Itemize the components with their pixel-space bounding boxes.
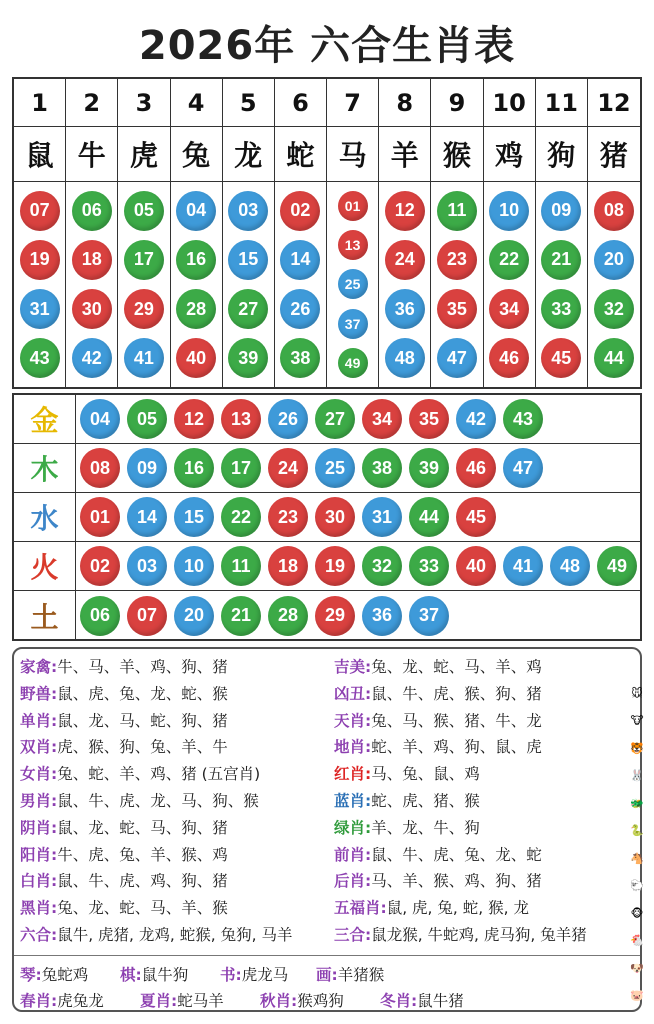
attribute-value: 鼠、龙、马、蛇、狗、猪 <box>57 711 228 730</box>
attribute-key: 冬肖: <box>380 992 418 1010</box>
element-balls <box>76 395 543 443</box>
element-balls <box>76 444 543 492</box>
number-ball: 29 <box>315 596 355 636</box>
number-ball: 38 <box>362 448 402 488</box>
number-ball: 19 <box>315 546 355 586</box>
attribute-row <box>20 896 228 918</box>
element-label: 金 <box>14 395 76 443</box>
attribute-value: 鼠龙猴, 牛蛇鸡, 虎马狗, 兔羊猪 <box>371 926 587 944</box>
element-label: 火 <box>14 542 76 590</box>
number-ball: 15 <box>174 497 214 537</box>
number-ball: 06 <box>80 596 120 636</box>
category-row <box>120 963 188 985</box>
number-ball: 23 <box>268 497 308 537</box>
attribute-key: 野兽: <box>20 684 58 703</box>
zodiac-ball-column <box>536 182 588 387</box>
zodiac-name: 龙 <box>223 127 275 182</box>
number-ball: 41 <box>503 546 543 586</box>
attribute-value: 猴鸡狗 <box>297 992 344 1010</box>
zodiac-name: 猪 <box>588 127 640 182</box>
number-ball: 01 <box>338 191 368 221</box>
zodiac-name: 鼠 <box>14 127 66 182</box>
number-ball: 44 <box>409 497 449 537</box>
season-row <box>20 989 104 1011</box>
attribute-key: 黑肖: <box>20 899 58 918</box>
number-ball: 49 <box>597 546 637 586</box>
number-ball: 42 <box>72 338 112 378</box>
number-ball: 13 <box>338 230 368 260</box>
number-ball: 12 <box>174 399 214 439</box>
zodiac-name: 鸡 <box>484 127 536 182</box>
number-ball: 03 <box>127 546 167 586</box>
zodiac-name: 狗 <box>536 127 588 182</box>
attribute-value: 蛇马羊 <box>177 992 224 1010</box>
number-ball: 37 <box>338 309 368 339</box>
number-ball: 41 <box>124 338 164 378</box>
number-ball: 05 <box>124 191 164 231</box>
number-ball: 16 <box>174 448 214 488</box>
rooster-icon: 🐔 <box>630 934 644 947</box>
number-ball: 09 <box>541 191 581 231</box>
page-title: 2026年 六合生肖表 <box>138 23 516 69</box>
attribute-key: 秋肖: <box>260 992 298 1010</box>
element-row <box>14 493 640 542</box>
zodiac-ball-column <box>171 182 223 387</box>
ox-icon: 🐮 <box>630 714 644 727</box>
zodiac-number: 3 <box>118 79 170 127</box>
attribute-value: 鼠、虎、兔、龙、蛇、猴 <box>57 684 228 703</box>
number-ball: 05 <box>127 399 167 439</box>
attribute-value: 马、羊、猴、鸡、狗、猪 <box>371 872 542 891</box>
number-ball: 45 <box>541 338 581 378</box>
attribute-value: 兔蛇鸡 <box>41 966 89 984</box>
number-ball: 02 <box>280 191 320 231</box>
zodiac-ball-column <box>118 182 170 387</box>
number-ball: 40 <box>176 338 216 378</box>
attribute-key: 天肖: <box>334 711 372 730</box>
attribute-row <box>20 923 292 945</box>
attribute-row <box>20 655 228 677</box>
category-row <box>316 963 384 985</box>
category-row <box>220 963 288 985</box>
number-ball: 32 <box>594 289 634 329</box>
number-ball: 20 <box>174 596 214 636</box>
number-ball: 23 <box>437 240 477 280</box>
attribute-row <box>334 816 480 838</box>
zodiac-number: 9 <box>431 79 483 127</box>
element-row <box>14 542 640 591</box>
number-ball: 10 <box>174 546 214 586</box>
number-ball: 31 <box>20 289 60 329</box>
attribute-value: 牛、虎、兔、羊、猴、鸡 <box>57 845 228 864</box>
zodiac-name: 马 <box>327 127 379 182</box>
zodiac-side-icons <box>629 685 649 1015</box>
number-ball: 30 <box>72 289 112 329</box>
zodiac-ball-column <box>14 182 66 387</box>
zodiac-number: 2 <box>66 79 118 127</box>
element-balls <box>76 591 449 640</box>
attribute-key: 阳肖: <box>20 845 58 864</box>
zodiac-grid <box>12 77 642 389</box>
number-ball: 06 <box>72 191 112 231</box>
zodiac-number: 7 <box>327 79 379 127</box>
rat-icon: 🐭 <box>631 686 643 700</box>
number-ball: 21 <box>221 596 261 636</box>
attribute-value: 鼠、牛、虎、鸡、狗、猪 <box>57 872 228 891</box>
attribute-row <box>20 789 259 811</box>
attribute-value: 鼠、牛、虎、猴、狗、猪 <box>371 684 542 703</box>
dog-icon: 🐶 <box>630 961 644 975</box>
number-ball: 47 <box>503 448 543 488</box>
attribute-key: 画: <box>316 966 338 984</box>
element-label: 木 <box>14 444 76 492</box>
attribute-key: 琴: <box>20 966 42 984</box>
attribute-row <box>20 709 228 731</box>
number-ball: 33 <box>541 289 581 329</box>
attribute-value: 虎兔龙 <box>57 992 104 1010</box>
zodiac-number: 5 <box>223 79 275 127</box>
attribute-key: 双肖: <box>20 738 58 757</box>
zodiac-number: 6 <box>275 79 327 127</box>
attribute-row <box>20 682 228 704</box>
element-label: 土 <box>14 591 76 640</box>
monkey-icon: 🐵 <box>630 906 644 920</box>
number-ball: 44 <box>594 338 634 378</box>
attribute-value: 羊猪猴 <box>337 966 385 984</box>
zodiac-ball-column <box>431 182 483 387</box>
number-ball: 35 <box>409 399 449 439</box>
number-ball: 22 <box>489 240 529 280</box>
attribute-row <box>334 709 542 731</box>
attribute-key: 三合: <box>334 926 372 944</box>
number-ball: 28 <box>268 596 308 636</box>
attribute-row <box>334 896 529 918</box>
number-ball: 24 <box>268 448 308 488</box>
number-ball: 14 <box>127 497 167 537</box>
attribute-row <box>334 682 542 704</box>
attribute-key: 六合: <box>20 926 58 944</box>
attributes-panel <box>12 647 642 1012</box>
number-ball: 08 <box>594 191 634 231</box>
zodiac-number: 12 <box>588 79 640 127</box>
number-ball: 22 <box>221 497 261 537</box>
zodiac-ball-column <box>327 182 379 387</box>
element-label: 水 <box>14 493 76 541</box>
tiger-icon: 🐯 <box>630 741 644 755</box>
number-ball: 12 <box>385 191 425 231</box>
attribute-key: 红肖: <box>334 765 372 784</box>
number-ball: 11 <box>221 546 261 586</box>
element-row <box>14 395 640 444</box>
number-ball: 17 <box>124 240 164 280</box>
five-elements-table <box>12 393 642 641</box>
element-balls <box>76 542 637 590</box>
attribute-key: 男肖: <box>20 792 58 810</box>
number-ball: 11 <box>437 191 477 231</box>
attribute-key: 单肖: <box>20 711 58 730</box>
zodiac-ball-column <box>484 182 536 387</box>
number-ball: 24 <box>385 240 425 280</box>
number-ball: 48 <box>550 546 590 586</box>
number-ball: 07 <box>20 191 60 231</box>
zodiac-ball-column <box>223 182 275 387</box>
attribute-value: 鼠牛, 虎猪, 龙鸡, 蛇猴, 兔狗, 马羊 <box>57 926 293 944</box>
attribute-key: 前肖: <box>334 845 372 864</box>
number-ball: 08 <box>80 448 120 488</box>
number-ball: 43 <box>503 399 543 439</box>
attribute-key: 白肖: <box>20 872 58 891</box>
element-row <box>14 444 640 493</box>
attribute-row <box>334 843 542 865</box>
attribute-value: 羊、龙、牛、狗 <box>371 818 480 837</box>
attribute-row <box>334 923 587 945</box>
attribute-key: 吉美: <box>334 658 372 676</box>
number-ball: 47 <box>437 338 477 378</box>
attribute-row <box>20 816 228 838</box>
number-ball: 46 <box>489 338 529 378</box>
zodiac-number: 11 <box>536 79 588 127</box>
number-ball: 19 <box>20 240 60 280</box>
category-row <box>20 963 88 985</box>
zodiac-number: 8 <box>379 79 431 127</box>
number-ball: 48 <box>385 338 425 378</box>
number-ball: 04 <box>176 191 216 231</box>
number-ball: 15 <box>228 240 268 280</box>
attribute-value: 鼠牛猪 <box>417 992 464 1010</box>
zodiac-ball-column <box>379 182 431 387</box>
number-ball: 17 <box>221 448 261 488</box>
number-ball: 42 <box>456 399 496 439</box>
number-ball: 35 <box>437 289 477 329</box>
number-ball: 43 <box>20 338 60 378</box>
number-ball: 46 <box>456 448 496 488</box>
number-ball: 26 <box>268 399 308 439</box>
number-ball: 32 <box>362 546 402 586</box>
number-ball: 04 <box>80 399 120 439</box>
attribute-value: 鼠, 虎, 兔, 蛇, 猴, 龙 <box>386 899 529 918</box>
number-ball: 14 <box>280 240 320 280</box>
zodiac-name: 虎 <box>118 127 170 182</box>
attribute-value: 鼠、龙、蛇、马、狗、猪 <box>57 818 228 837</box>
attribute-key: 后肖: <box>334 872 372 891</box>
number-ball: 36 <box>362 596 402 636</box>
number-ball: 18 <box>268 546 308 586</box>
number-ball: 36 <box>385 289 425 329</box>
element-row <box>14 591 640 640</box>
number-ball: 10 <box>489 191 529 231</box>
horse-icon: 🐴 <box>630 851 644 865</box>
attribute-key: 蓝肖: <box>334 792 372 810</box>
attribute-value: 鼠、牛、虎、兔、龙、蛇 <box>371 845 542 864</box>
season-row <box>140 989 224 1011</box>
attribute-row <box>20 843 228 865</box>
number-ball: 02 <box>80 546 120 586</box>
number-ball: 20 <box>594 240 634 280</box>
attribute-row <box>20 735 228 757</box>
number-ball: 29 <box>124 289 164 329</box>
zodiac-name: 蛇 <box>275 127 327 182</box>
element-balls <box>76 493 496 541</box>
attribute-row <box>334 762 480 784</box>
season-row <box>260 989 344 1011</box>
divider <box>14 955 640 956</box>
attribute-row <box>334 735 542 757</box>
number-ball: 21 <box>541 240 581 280</box>
attribute-value: 兔、龙、蛇、马、羊、鸡 <box>371 658 542 676</box>
number-ball: 38 <box>280 338 320 378</box>
number-ball: 49 <box>338 348 368 378</box>
zodiac-name: 猴 <box>431 127 483 182</box>
zodiac-name: 牛 <box>66 127 118 182</box>
number-ball: 28 <box>176 289 216 329</box>
number-ball: 01 <box>80 497 120 537</box>
number-ball: 09 <box>127 448 167 488</box>
attribute-key: 家禽: <box>20 658 58 676</box>
attribute-key: 阴肖: <box>20 818 58 837</box>
attribute-value: 鼠、牛、虎、龙、马、狗、猴 <box>57 792 259 810</box>
number-ball: 31 <box>362 497 402 537</box>
number-ball: 33 <box>409 546 449 586</box>
number-ball: 39 <box>228 338 268 378</box>
zodiac-name: 羊 <box>379 127 431 182</box>
attribute-value: 蛇、虎、猪、猴 <box>371 792 480 810</box>
attribute-key: 女肖: <box>20 765 58 784</box>
attribute-key: 凶丑: <box>334 684 372 703</box>
number-ball: 27 <box>315 399 355 439</box>
attribute-row <box>334 655 542 677</box>
snake-icon: 🐍 <box>630 824 644 837</box>
zodiac-number: 10 <box>484 79 536 127</box>
attribute-value: 牛、马、羊、鸡、狗、猪 <box>57 658 228 676</box>
attribute-row <box>334 869 542 891</box>
attribute-key: 地肖: <box>334 738 372 757</box>
zodiac-number: 1 <box>14 79 66 127</box>
attribute-value: 虎龙马 <box>241 966 289 984</box>
number-ball: 25 <box>315 448 355 488</box>
dragon-icon: 🐲 <box>630 796 644 810</box>
attribute-key: 春肖: <box>20 992 58 1010</box>
attribute-value: 马、兔、鼠、鸡 <box>371 765 480 784</box>
number-ball: 27 <box>228 289 268 329</box>
attribute-key: 五福肖: <box>334 899 387 918</box>
goat-icon: 🐑 <box>630 879 644 892</box>
number-ball: 26 <box>280 289 320 329</box>
number-ball: 34 <box>489 289 529 329</box>
attribute-row <box>334 789 480 811</box>
zodiac-number: 4 <box>171 79 223 127</box>
zodiac-name: 兔 <box>171 127 223 182</box>
zodiac-ball-column <box>275 182 327 387</box>
zodiac-ball-column <box>588 182 640 387</box>
number-ball: 25 <box>338 269 368 299</box>
number-ball: 03 <box>228 191 268 231</box>
number-ball: 45 <box>456 497 496 537</box>
attribute-row <box>20 869 228 891</box>
rabbit-icon: 🐰 <box>630 769 644 782</box>
attribute-key: 棋: <box>120 966 142 984</box>
number-ball: 39 <box>409 448 449 488</box>
season-row <box>380 989 464 1011</box>
attribute-key: 书: <box>220 966 242 984</box>
number-ball: 16 <box>176 240 216 280</box>
attribute-value: 兔、龙、蛇、马、羊、猴 <box>57 899 228 918</box>
number-ball: 30 <box>315 497 355 537</box>
number-ball: 07 <box>127 596 167 636</box>
attribute-value: 蛇、羊、鸡、狗、鼠、虎 <box>371 738 542 757</box>
attribute-value: 鼠牛狗 <box>141 966 189 984</box>
number-ball: 13 <box>221 399 261 439</box>
number-ball: 34 <box>362 399 402 439</box>
number-ball: 18 <box>72 240 112 280</box>
zodiac-ball-column <box>66 182 118 387</box>
pig-icon: 🐷 <box>630 989 644 1002</box>
attribute-key: 夏肖: <box>140 992 178 1010</box>
attribute-value: 兔、蛇、羊、鸡、猪 (五宫肖) <box>57 765 261 784</box>
attribute-value: 虎、猴、狗、兔、羊、牛 <box>57 738 228 757</box>
attribute-key: 绿肖: <box>334 818 372 837</box>
attribute-row <box>20 762 260 784</box>
number-ball: 37 <box>409 596 449 636</box>
attribute-value: 兔、马、猴、猪、牛、龙 <box>371 711 542 730</box>
number-ball: 40 <box>456 546 496 586</box>
